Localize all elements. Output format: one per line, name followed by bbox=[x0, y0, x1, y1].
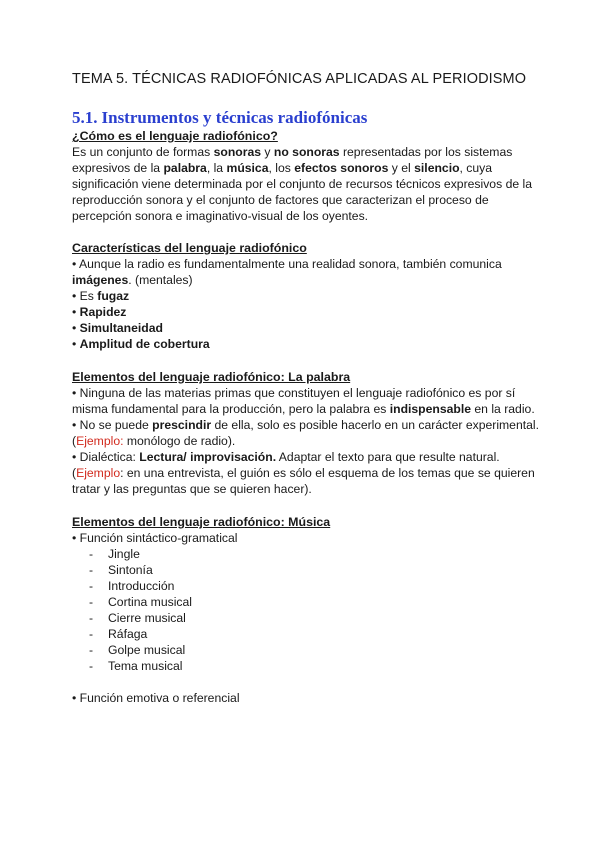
bold-run: imágenes bbox=[72, 273, 129, 287]
bold-run: música bbox=[226, 161, 269, 175]
bold-run: sonoras bbox=[213, 145, 262, 159]
list-item: - Tema musical bbox=[72, 658, 542, 674]
section-caracteristicas bbox=[72, 240, 542, 352]
section-musica bbox=[72, 514, 542, 706]
text-run: • Ninguna de las materias primas que constituyen el lenguaje radiofónico es por sí misma fundamental para la producción, pero la palabra es bbox=[72, 386, 516, 416]
palabra-item bbox=[72, 385, 542, 417]
bold-run: Amplitud de cobertura bbox=[79, 337, 210, 351]
text-run: ( bbox=[72, 466, 77, 480]
document-title: TEMA 5. TÉCNICAS RADIOFÓNICAS APLICADAS AL PERIODISMO bbox=[72, 71, 527, 87]
caract-item bbox=[72, 320, 542, 336]
list-item: - Ráfaga bbox=[72, 626, 542, 642]
bold-run: Simultaneidad bbox=[79, 321, 163, 335]
palabra-item bbox=[72, 465, 542, 497]
caract-item bbox=[72, 336, 542, 352]
musica-heading: Elementos del lenguaje radiofónico: Música bbox=[72, 515, 331, 529]
text-run: , los bbox=[268, 161, 295, 175]
text-run: y el bbox=[388, 161, 415, 175]
musica-outro: • Función emotiva o referencial bbox=[72, 691, 240, 705]
text-run: • bbox=[72, 337, 80, 351]
bold-run: fugaz bbox=[97, 289, 130, 303]
list-item: - Jingle bbox=[72, 546, 542, 562]
text-run: y bbox=[261, 145, 274, 159]
section-title: Instrumentos y técnicas radiofónicas bbox=[101, 108, 368, 127]
text-run: Adaptar el texto para que resulte natural. bbox=[276, 450, 500, 464]
text-run: de ella, solo es posible hacerlo en un carácter experimental. ( bbox=[72, 418, 539, 448]
example-label: Ejemplo bbox=[76, 466, 121, 480]
section-number: 5.1. bbox=[72, 108, 98, 127]
section-palabra bbox=[72, 369, 542, 497]
caracteristicas-heading: Características del lenguaje radiofónico bbox=[72, 241, 307, 255]
text-run: : en una entrevista, el guión es sólo el esquema de los temas que se quieren tratar y las preguntas que se quieren hacer). bbox=[72, 466, 535, 496]
text-run: , la bbox=[206, 161, 227, 175]
palabra-heading: Elementos del lenguaje radiofónico: La palabra bbox=[72, 370, 351, 384]
document-page bbox=[72, 70, 542, 706]
spacer bbox=[72, 674, 542, 690]
bold-run: palabra bbox=[163, 161, 207, 175]
question-heading: ¿Cómo es el lenguaje radiofónico? bbox=[72, 129, 278, 143]
bold-run: indispensable bbox=[389, 402, 472, 416]
example-label: Ejemplo: bbox=[76, 434, 124, 448]
text-run: , cuya significación viene determinada por el conjunto de recursos técnicos expresivos de la reproducción sonora y el conjunto de factores que caracterizan el proceso de percepción sonora e imaginativo-visual de los oyentes. bbox=[72, 161, 532, 223]
bold-run: no sonoras bbox=[273, 145, 340, 159]
list-item: - Sintonía bbox=[72, 562, 542, 578]
caract-item bbox=[72, 304, 542, 320]
palabra-item bbox=[72, 417, 542, 449]
musica-intro: • Función sintáctico-gramatical bbox=[72, 531, 238, 545]
bold-run: Rapidez bbox=[79, 305, 127, 319]
text-run: . (mentales) bbox=[128, 273, 193, 287]
text-run: • Aunque la radio es fundamentalmente una realidad sonora, también comunica bbox=[72, 257, 502, 271]
definition-paragraph bbox=[72, 144, 542, 224]
text-run: • No se puede bbox=[72, 418, 153, 432]
caract-item bbox=[72, 288, 542, 304]
section-heading bbox=[72, 108, 542, 128]
bold-run: prescindir bbox=[152, 418, 212, 432]
section-lenguaje bbox=[72, 128, 542, 224]
text-run: Es un conjunto de formas bbox=[72, 145, 214, 159]
list-item: - Cierre musical bbox=[72, 610, 542, 626]
bold-run: efectos sonoros bbox=[294, 161, 389, 175]
text-run: • bbox=[72, 305, 80, 319]
text-run: • Dialéctica: bbox=[72, 450, 140, 464]
text-run: • bbox=[72, 321, 80, 335]
list-item: - Cortina musical bbox=[72, 594, 542, 610]
list-item: - Golpe musical bbox=[72, 642, 542, 658]
palabra-item bbox=[72, 449, 542, 465]
caract-item bbox=[72, 256, 542, 288]
text-run: en la radio. bbox=[471, 402, 535, 416]
bold-run: Lectura/ improvisación. bbox=[139, 450, 277, 464]
text-run: • Es bbox=[72, 289, 98, 303]
bold-run: silencio bbox=[414, 161, 460, 175]
text-run: representadas por los sistemas expresivos de la bbox=[72, 145, 513, 175]
musica-list bbox=[72, 546, 542, 674]
list-item: - Introducción bbox=[72, 578, 542, 594]
text-run: monólogo de radio). bbox=[123, 434, 236, 448]
